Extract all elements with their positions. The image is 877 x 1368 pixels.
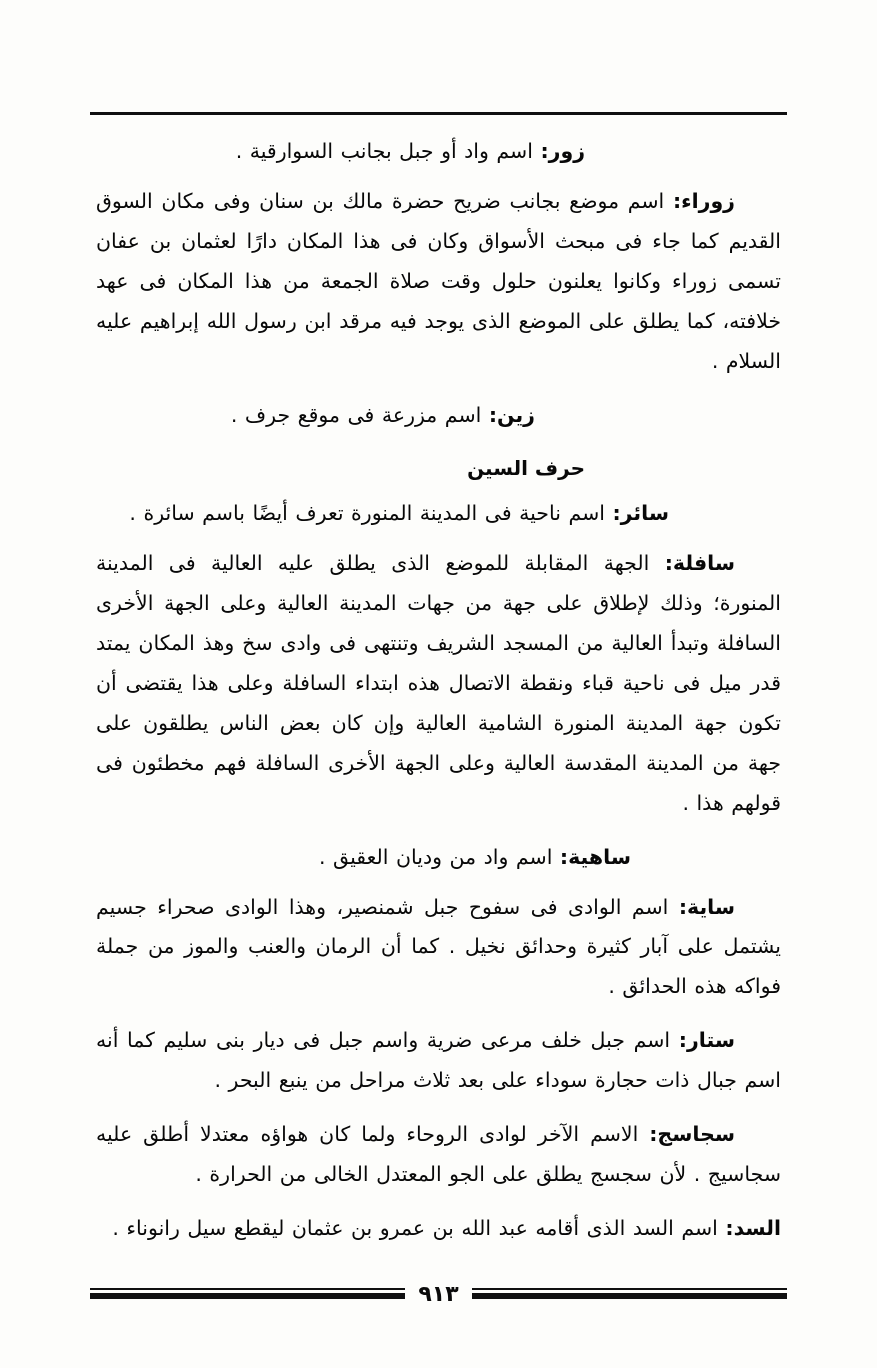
header-rule xyxy=(90,112,787,115)
entry-term: ستار: xyxy=(678,1028,735,1053)
entry-definition: اسم ناحية فى المدينة المنورة تعرف أيضًا باسم سائرة . xyxy=(129,500,613,525)
entry-definition: اسم السد الذى أقامه عبد الله بن عمرو بن عثمان ليقطع سيل رانوناء . xyxy=(112,1216,726,1241)
entry-term: السد: xyxy=(725,1216,781,1241)
footer-rule-thick xyxy=(472,1293,787,1299)
entry-definition: اسم واد أو جبل بجانب السوارقية . xyxy=(235,139,541,163)
entry-definition: اسم موضع بجانب ضريح حضرة مالك بن سنان وفى مكان السوق القديم كما جاء فى مبحث الأسواق وكان فى هذا المكان دارًا لعثمان بن عفان تسمى زوراء وكانوا يعلنون حلول وقت صلاة الجمعة من هذا المكان فى عهد خلافته، كما يطلق على الموضع الذى يوجد فيه مرقد ابن رسول الله إبراهيم عليه السلام . xyxy=(96,188,781,373)
entry-definition: اسم جبل خلف مرعى ضرية واسم جبل فى ديار بنى سليم كما أنه اسم جبال ذات حجارة سوداء على بعد ثلاث مراحل من ينبع البحر . xyxy=(96,1028,781,1093)
entry-definition: اسم الوادى فى سفوح جبل شمنصير، وهذا الوادى صحراء جسيم يشتمل على آبار كثيرة وحدائق نخيل . كما أن الرمان والعنب والموز من جملة فواكه هذه الحدائق . xyxy=(96,894,781,999)
entry-term: سجاسج: xyxy=(649,1122,735,1147)
entry-definition: الجهة المقابلة للموضع الذى يطلق عليه العالية فى المدينة المنورة؛ وذلك لإطلاق على جهة من جهات المدينة العالية وعلى الجهة الأخرى السافلة وتبدأ العالية من المسجد الشريف وتنتهى فى وادى سخ وهذ المكان يمتد قدر ميل فى ناحية قباء ونقطة الاتصال هذه ابتداء السافلة وعلى هذا يقتضى أن تكون جهة المدينة المنورة الشامية العالية وإن كان بعض الناس يطلقون على جهة من المدينة المقدسة العالية وعلى الجهة الأخرى السافلة فهم مخطئون فى قولهم هذا . xyxy=(96,550,781,815)
dictionary-entry-alsadd xyxy=(96,1209,781,1249)
dictionary-entry-safila xyxy=(96,544,781,824)
entry-term: زور: xyxy=(540,139,585,163)
footer-rule-left xyxy=(90,1288,405,1299)
footer-rule-right xyxy=(472,1288,787,1299)
dictionary-entry-zur xyxy=(96,132,781,172)
entry-term: سائر: xyxy=(612,500,669,525)
dictionary-entry-sahiya xyxy=(96,838,781,878)
dictionary-entry-saya xyxy=(96,888,781,1008)
dictionary-entry-zawraa xyxy=(96,182,781,382)
dictionary-entry-sair xyxy=(96,494,781,534)
entry-term: ساية: xyxy=(678,894,735,919)
entry-definition: اسم واد من وديان العقيق . xyxy=(318,844,560,869)
section-heading-harf-al-seen: حرف السين xyxy=(467,455,585,480)
page-footer xyxy=(90,1281,787,1306)
entry-definition: الاسم الآخر لوادى الروحاء ولما كان هواؤه معتدلا أطلق عليه سجاسيج . لأن سجسج يطلق على الجو المعتدل الخالى من الحرارة . xyxy=(96,1122,781,1187)
entry-term: ساهية: xyxy=(559,844,631,869)
footer-rule-thin xyxy=(472,1288,787,1290)
entry-term: زوراء: xyxy=(672,188,735,213)
page-body-text xyxy=(96,132,781,1263)
footer-rule-thick xyxy=(90,1293,405,1299)
footer-rule-thin xyxy=(90,1288,405,1290)
entry-term: زين: xyxy=(488,402,535,427)
dictionary-entry-zayn xyxy=(96,396,781,436)
entry-definition: اسم مزرعة فى موقع جرف . xyxy=(230,402,489,427)
dictionary-entry-sajasij xyxy=(96,1115,781,1195)
entry-term: سافلة: xyxy=(664,550,735,575)
page-number: ٩١٣ xyxy=(418,1282,459,1307)
dictionary-entry-sittar xyxy=(96,1021,781,1101)
